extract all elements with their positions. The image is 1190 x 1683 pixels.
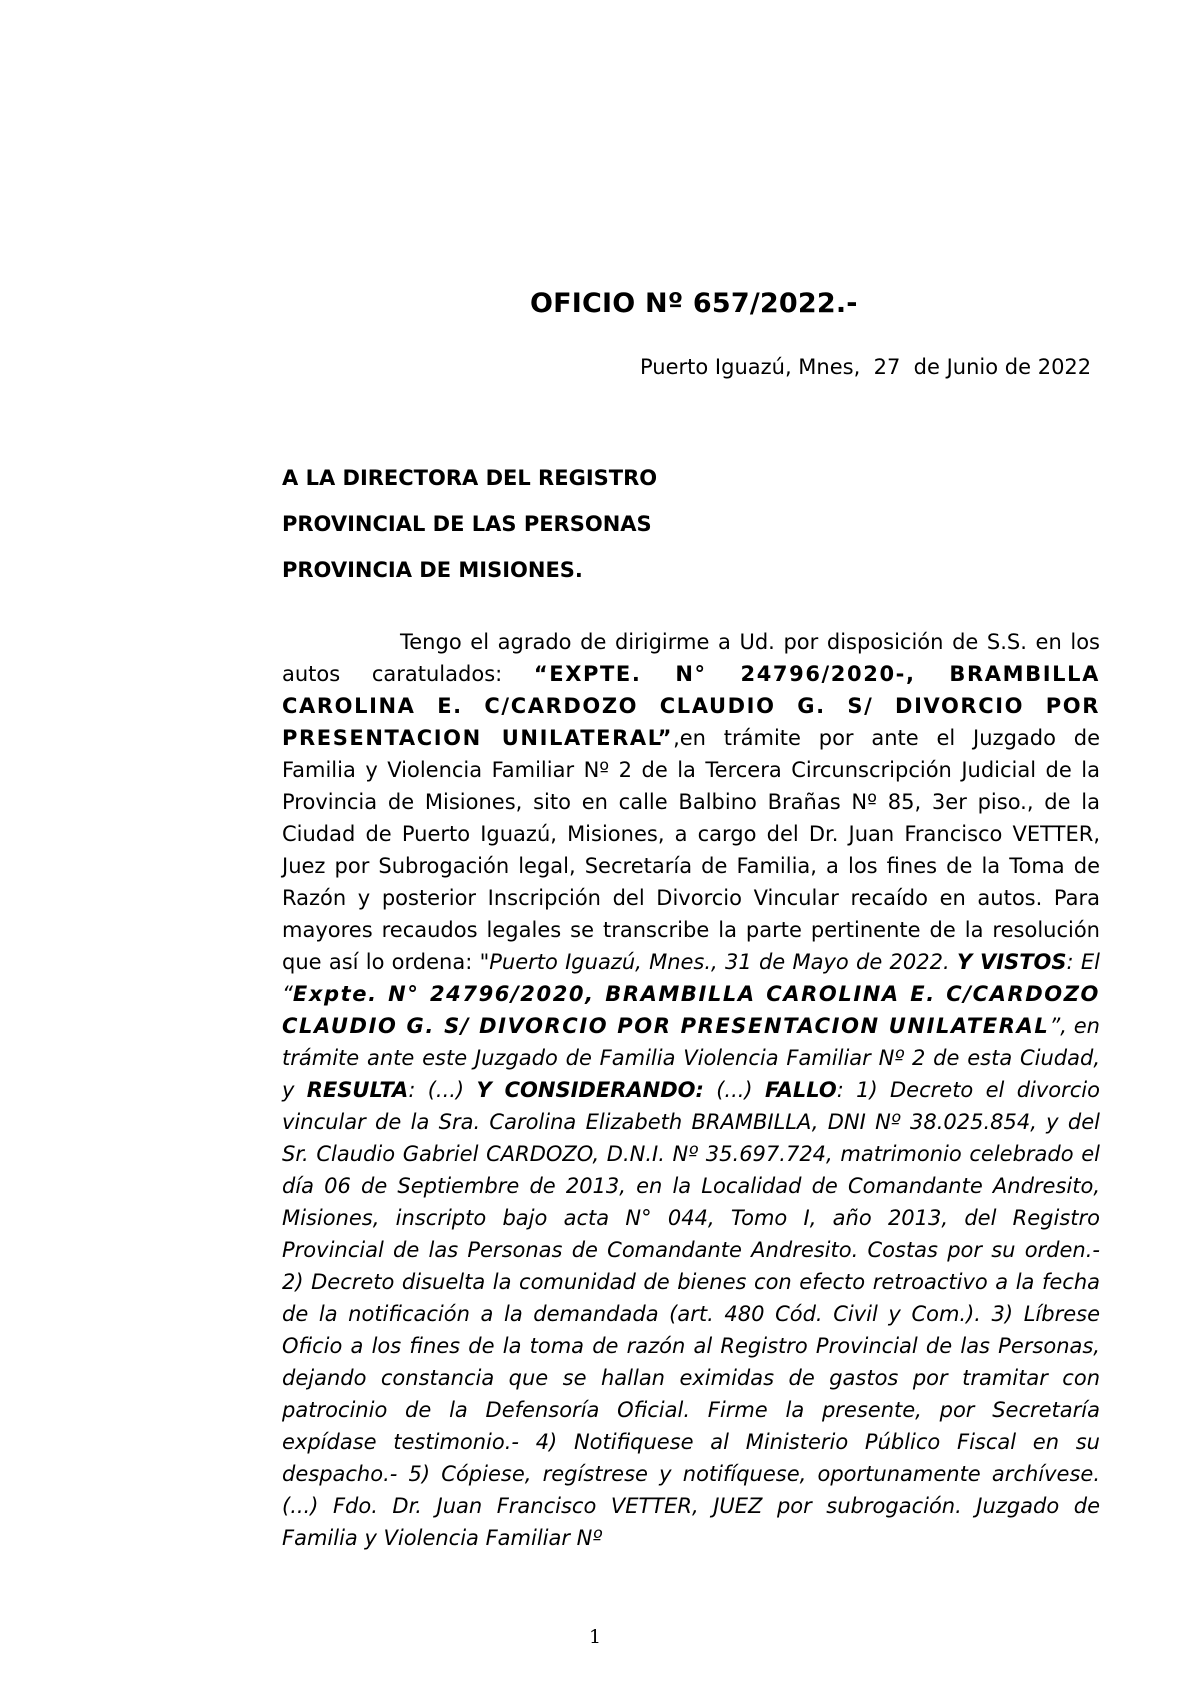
addressee-line-2: PROVINCIAL DE LAS PERSONAS [282, 512, 652, 536]
ruling-text: : 1) Decreto el divorcio vincular de la Sra. Carolina Elizabeth BRAMBILLA, DNI Nº 38.025.854, y del Sr. Claudio Gabriel CARDOZO, D.N.I. Nº 35.697.724, matrimonio celebrado el día 06 de Septiembre de 2013, en la Localidad de Comandante Andresito, Misiones, inscripto bajo acta N° 044, Tomo I, año 2013, del Registro Provincial de las Personas de Comandante Andresito. Costas por su orden.- 2) Decreto disuelta la comunidad de bienes con efecto retroactivo a la fecha de la notificación a la demandada (art. 480 Cód. Civil y Com.). 3) Líbrese Oficio a los fines de la toma de razón al Registro Provincial de las Personas, dejando constancia que se hallan eximidas de gastos por tramitar con patrocinio de la Defensoría Oficial. Firme la presente, por Secretaría expídase testimonio.- 4) Notifiquese al Ministerio Público Fiscal en su despacho.- 5) Cópiese, regístrese y notifíquese, oportunamente archívese. (...) Fdo. Dr. Juan Francisco VETTER, JUEZ por subrogación. Juzgado de Familia y Violencia Familiar Nº [282, 1078, 1100, 1550]
fallo-heading: FALLO [764, 1078, 837, 1102]
body-paragraph [282, 626, 1100, 1554]
addressee-line-3: PROVINCIA DE MISIONES. [282, 558, 583, 582]
y-vistos-heading: Y VISTOS [956, 950, 1067, 974]
body-court-details: ,en trámite por ante el Juzgado de Familia y Violencia Familiar Nº 2 de la Tercera Circunscripción Judicial de la Provincia de Misiones, sito en calle Balbino Brañas Nº 85, 3er piso., de la Ciudad de Puerto Iguazú, Misiones, a cargo del Dr. Juan Francisco VETTER, Juez por Subrogación legal, Secretaría de Familia, a los fines de la Toma de Razón y posterior Inscripción del Divorcio Vincular recaído en autos. Para mayores recaudos legales se transcribe la parte pertinente de la resolución que así lo ordena: " [282, 726, 1100, 974]
case-caption: “EXPTE. N° 24796/2020-, BRAMBILLA CAROLINA E. C/CARDOZO CLAUDIO G. S/ DIVORCIO POR PRESENTACION UNILATERAL” [282, 662, 1100, 750]
resolution-text-3: : (...) [408, 1078, 477, 1102]
resolution-text-4: (...) [703, 1078, 765, 1102]
resolution-case-caption: Expte. N° 24796/2020, BRAMBILLA CAROLINA E. C/CARDOZO CLAUDIO G. S/ DIVORCIO POR PRESENTACION UNILATERAL [282, 982, 1100, 1038]
addressee-line-1: A LA DIRECTORA DEL REGISTRO [282, 466, 658, 490]
document-title: OFICIO Nº 657/2022.- [530, 288, 858, 319]
considerando-heading: Y CONSIDERANDO: [476, 1078, 704, 1102]
body-intro: Tengo el agrado de dirigirme a Ud. por disposición de S.S. en los autos caratulados: [282, 630, 1100, 686]
resulta-heading: RESULTA [306, 1078, 409, 1102]
resolution-date: Puerto Iguazú, Mnes., 31 de Mayo de 2022. [489, 950, 957, 974]
resolution-text-2: ”, en trámite ante este Juzgado de Familia Violencia Familiar Nº 2 de esta Ciudad, y [282, 1014, 1100, 1102]
dateline: Puerto Iguazú, Mnes, 27 de Junio de 2022 [640, 355, 1092, 379]
resolution-text-1: : El “ [282, 950, 1100, 1006]
page-number: 1 [588, 1626, 602, 1648]
